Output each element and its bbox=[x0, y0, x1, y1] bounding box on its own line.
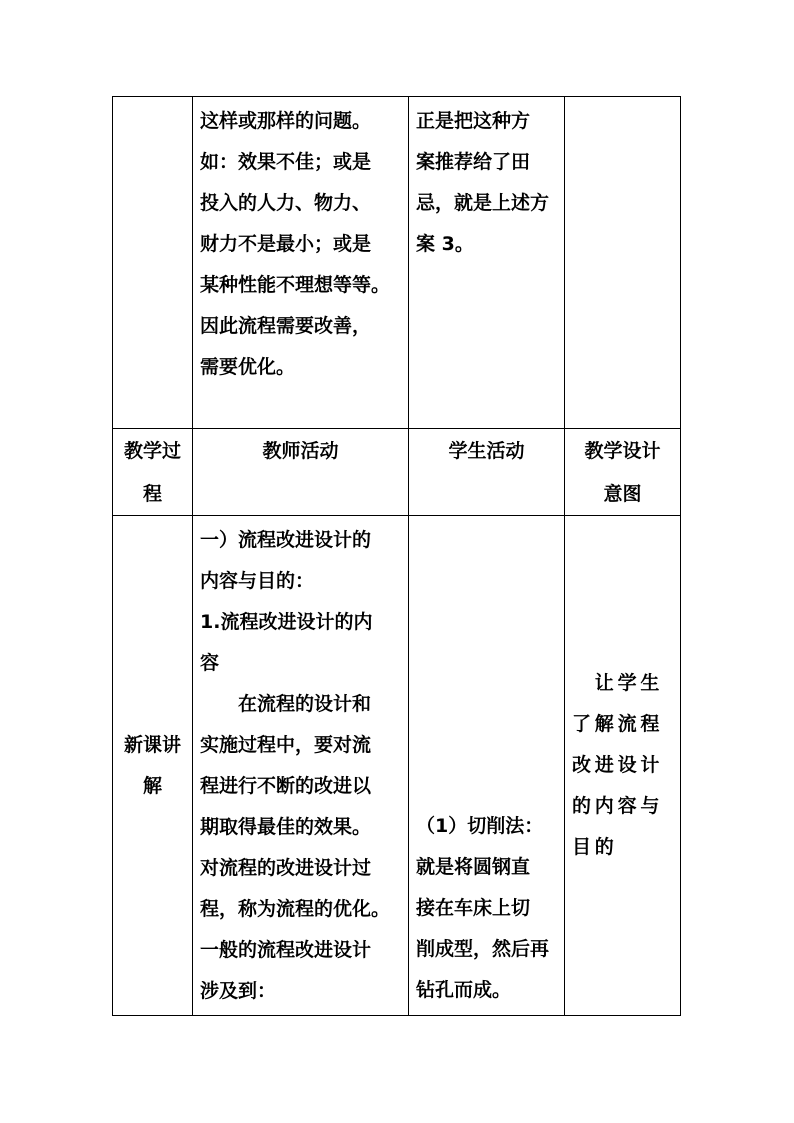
cell-student-activity-continued bbox=[409, 97, 565, 429]
table-header-row bbox=[113, 429, 681, 516]
teacher-activity-text-line-3: 1.流程改进设计的内 bbox=[200, 611, 373, 633]
student-activity-text-line-3: 接在车床上切 bbox=[416, 897, 531, 919]
teacher-activity-text-line-10: 程，称为流程的优化。 bbox=[200, 898, 391, 920]
top-teacher-text-line-4: 财力不是最小；或是 bbox=[200, 233, 372, 255]
header-student-activity bbox=[409, 429, 565, 516]
student-activity-text-line-1: （1）切削法： bbox=[416, 815, 544, 837]
cell-design-intent bbox=[565, 516, 681, 1016]
teacher-activity-text-line-12: 涉及到： bbox=[200, 980, 277, 1002]
teacher-activity-text-line-1: 一）流程改进设计的 bbox=[200, 529, 372, 551]
teacher-activity-text-line-2: 内容与目的： bbox=[200, 570, 315, 592]
teacher-activity-text-line-5: 在流程的设计和 bbox=[238, 693, 372, 715]
cell-teacher-activity bbox=[193, 516, 409, 1016]
header-process bbox=[113, 429, 193, 516]
top-teacher-text-line-1: 这样或那样的问题。 bbox=[200, 110, 372, 132]
process-line-1: 新课讲 bbox=[123, 733, 181, 756]
design-intent-text-line-2: 了解流程 bbox=[572, 713, 664, 735]
student-activity-text-line-5: 钻孔而成。 bbox=[416, 979, 512, 1001]
header-teacher-label: 教师活动 bbox=[262, 440, 339, 462]
student-activity-text-line-2: 就是将圆钢直 bbox=[416, 856, 531, 878]
header-teacher-activity bbox=[193, 429, 409, 516]
table-row-continuation bbox=[113, 97, 681, 429]
cell-process-empty bbox=[113, 97, 193, 429]
lesson-plan-table bbox=[112, 96, 681, 1016]
top-student-text-line-4: 案 3。 bbox=[416, 233, 474, 255]
header-student-label: 学生活动 bbox=[448, 440, 525, 462]
top-student-text-line-1: 正是把这种方 bbox=[416, 110, 531, 132]
design-intent-text-line-1: 让学生 bbox=[572, 672, 664, 694]
top-student-text-line-3: 忌，就是上述方 bbox=[416, 192, 550, 214]
top-student-text-line-2: 案推荐给了田 bbox=[416, 151, 531, 173]
teacher-activity-text-line-11: 一般的流程改进设计 bbox=[200, 939, 372, 961]
cell-student-activity bbox=[409, 516, 565, 1016]
header-intent-line-1: 教学设计 bbox=[584, 440, 661, 462]
teacher-activity-text-line-9: 对流程的改进设计过 bbox=[200, 857, 372, 879]
teacher-activity-text-line-8: 期取得最佳的效果。 bbox=[200, 816, 372, 838]
top-teacher-text-line-2: 如：效果不佳；或是 bbox=[200, 151, 372, 173]
top-teacher-text-line-6: 因此流程需要改善， bbox=[200, 315, 372, 337]
cell-intent-empty bbox=[565, 97, 681, 429]
header-process-line-2: 程 bbox=[142, 483, 162, 505]
table-row-new-lesson bbox=[113, 516, 681, 1016]
top-teacher-text-line-3: 投入的人力、物力、 bbox=[200, 192, 372, 214]
header-design-intent bbox=[565, 429, 681, 516]
top-teacher-text-line-7: 需要优化。 bbox=[200, 356, 296, 378]
teacher-activity-text-line-6: 实施过程中，要对流 bbox=[200, 734, 372, 756]
top-teacher-text-line-5: 某种性能不理想等等。 bbox=[200, 274, 391, 296]
design-intent-text-line-3: 改进设计 bbox=[572, 754, 664, 776]
teacher-activity-text-line-4: 容 bbox=[200, 652, 220, 674]
cell-process-new-lesson bbox=[113, 516, 193, 1016]
cell-teacher-activity-continued bbox=[193, 97, 409, 429]
teacher-activity-text-line-7: 程进行不断的改进以 bbox=[200, 775, 372, 797]
student-activity-text-line-4: 削成型，然后再 bbox=[416, 938, 550, 960]
header-intent-line-2: 意图 bbox=[603, 483, 642, 505]
design-intent-text-line-5: 目的 bbox=[572, 836, 618, 858]
process-line-2: 解 bbox=[142, 774, 162, 797]
header-process-line-1: 教学过 bbox=[123, 440, 181, 462]
design-intent-text-line-4: 的内容与 bbox=[572, 795, 664, 817]
